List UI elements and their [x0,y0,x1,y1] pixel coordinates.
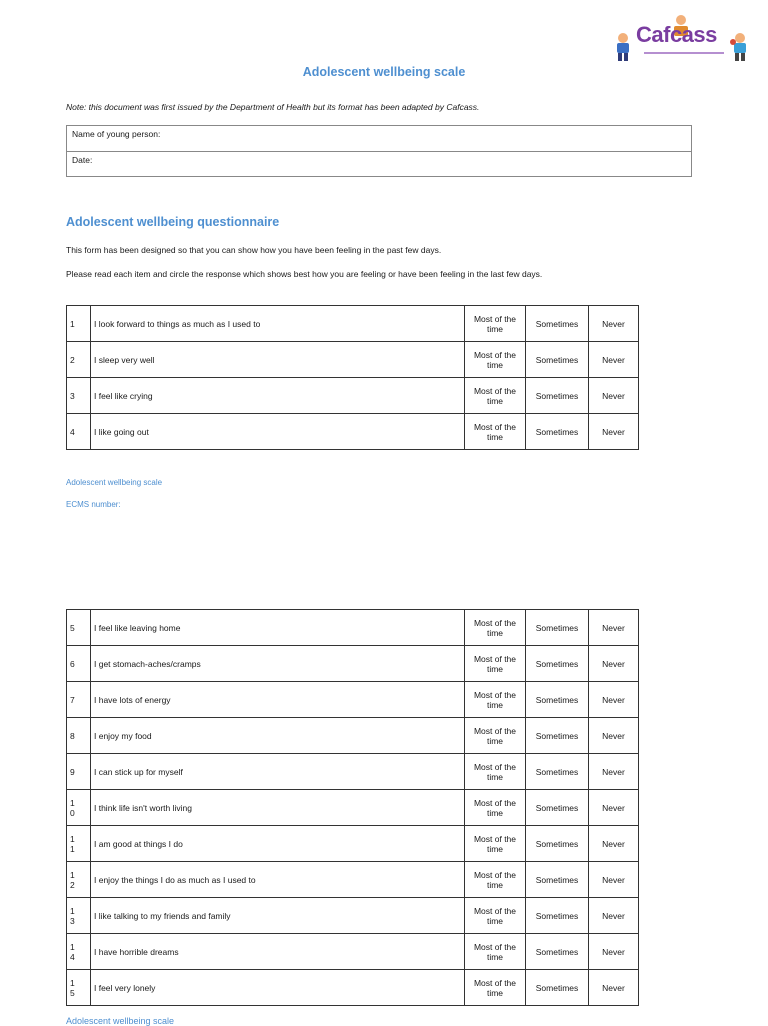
date-label: Date: [72,155,93,165]
response-most-of-the-time[interactable]: Most of the time [465,306,526,342]
response-never[interactable]: Never [589,862,639,898]
question-number: 1 [67,306,91,342]
response-never[interactable]: Never [589,790,639,826]
question-number: 1 0 [67,790,91,826]
date-field[interactable] [67,151,691,176]
response-sometimes[interactable]: Sometimes [526,898,589,934]
response-sometimes[interactable]: Sometimes [526,610,589,646]
question-text: I am good at things I do [91,826,465,862]
question-number: 3 [67,378,91,414]
child-figure-icon [614,32,632,62]
response-most-of-the-time[interactable]: Most of the time [465,682,526,718]
question-number: 8 [67,718,91,754]
question-text: I feel very lonely [91,970,465,1006]
response-most-of-the-time[interactable]: Most of the time [465,718,526,754]
response-most-of-the-time[interactable]: Most of the time [465,970,526,1006]
question-row [67,378,639,414]
response-most-of-the-time[interactable]: Most of the time [465,862,526,898]
response-most-of-the-time[interactable]: Most of the time [465,646,526,682]
footer-ecms-number: ECMS number: [66,500,121,509]
question-row [67,306,639,342]
question-row [67,754,639,790]
question-number: 6 [67,646,91,682]
question-row [67,934,639,970]
response-most-of-the-time[interactable]: Most of the time [465,898,526,934]
response-sometimes[interactable]: Sometimes [526,378,589,414]
question-text: I feel like leaving home [91,610,465,646]
response-never[interactable]: Never [589,342,639,378]
questionnaire-table-2 [66,609,639,1006]
child-with-ball-icon [730,32,750,62]
question-row [67,646,639,682]
question-text: I can stick up for myself [91,754,465,790]
response-most-of-the-time[interactable]: Most of the time [465,414,526,450]
cafcass-logo [612,14,752,64]
question-row [67,414,639,450]
next-page-footer: Adolescent wellbeing scale [66,1016,175,1026]
response-most-of-the-time[interactable]: Most of the time [465,342,526,378]
question-text: I have horrible dreams [91,934,465,970]
logo-tagline-mark [644,50,724,56]
response-never[interactable]: Never [589,414,639,450]
adaptation-note: Note: this document was first issued by the Department of Health but its format has been adapted by Cafcass. [66,102,480,112]
footer-doc-name: Adolescent wellbeing scale [66,478,163,487]
question-row [67,862,639,898]
response-sometimes[interactable]: Sometimes [526,718,589,754]
question-text: I look forward to things as much as I used to [91,306,465,342]
logo-wordmark: Cafcass [636,22,717,47]
question-text: I like talking to my friends and family [91,898,465,934]
question-row [67,790,639,826]
response-most-of-the-time[interactable]: Most of the time [465,934,526,970]
intro-text-2: Please read each item and circle the response which shows best how you are feeling or have been feeling in the last few days. [66,269,543,279]
question-row [67,342,639,378]
question-number: 9 [67,754,91,790]
question-row [67,718,639,754]
question-text: I like going out [91,414,465,450]
question-text: I think life isn't worth living [91,790,465,826]
details-box [66,125,692,177]
intro-text-1: This form has been designed so that you can show how you have been feeling in the past few days. [66,245,442,255]
question-text: I feel like crying [91,378,465,414]
response-never[interactable]: Never [589,898,639,934]
response-never[interactable]: Never [589,934,639,970]
question-number: 1 2 [67,862,91,898]
question-row [67,898,639,934]
response-sometimes[interactable]: Sometimes [526,754,589,790]
question-number: 7 [67,682,91,718]
response-sometimes[interactable]: Sometimes [526,790,589,826]
response-sometimes[interactable]: Sometimes [526,414,589,450]
questionnaire-table-1 [66,305,639,450]
response-most-of-the-time[interactable]: Most of the time [465,378,526,414]
question-text: I get stomach-aches/cramps [91,646,465,682]
question-row [67,826,639,862]
response-never[interactable]: Never [589,970,639,1006]
response-most-of-the-time[interactable]: Most of the time [465,826,526,862]
response-never[interactable]: Never [589,378,639,414]
question-text: I enjoy my food [91,718,465,754]
response-never[interactable]: Never [589,682,639,718]
response-never[interactable]: Never [589,826,639,862]
response-sometimes[interactable]: Sometimes [526,970,589,1006]
response-never[interactable]: Never [589,306,639,342]
response-never[interactable]: Never [589,646,639,682]
question-text: I sleep very well [91,342,465,378]
response-sometimes[interactable]: Sometimes [526,646,589,682]
questionnaire-heading: Adolescent wellbeing questionnaire [66,215,280,229]
question-row [67,970,639,1006]
response-most-of-the-time[interactable]: Most of the time [465,790,526,826]
question-row [67,682,639,718]
response-never[interactable]: Never [589,610,639,646]
response-sometimes[interactable]: Sometimes [526,342,589,378]
question-number: 1 4 [67,934,91,970]
question-row [67,610,639,646]
response-sometimes[interactable]: Sometimes [526,934,589,970]
response-sometimes[interactable]: Sometimes [526,682,589,718]
question-text: I have lots of energy [91,682,465,718]
response-sometimes[interactable]: Sometimes [526,306,589,342]
response-sometimes[interactable]: Sometimes [526,826,589,862]
name-label: Name of young person: [72,129,161,139]
response-sometimes[interactable]: Sometimes [526,862,589,898]
question-number: 1 3 [67,898,91,934]
question-text: I enjoy the things I do as much as I used to [91,862,465,898]
question-number: 1 1 [67,826,91,862]
response-most-of-the-time[interactable]: Most of the time [465,754,526,790]
response-most-of-the-time[interactable]: Most of the time [465,610,526,646]
question-number: 2 [67,342,91,378]
name-field[interactable] [67,126,691,151]
response-never[interactable]: Never [589,718,639,754]
question-number: 1 5 [67,970,91,1006]
page-title: Adolescent wellbeing scale [302,65,466,79]
question-number: 4 [67,414,91,450]
response-never[interactable]: Never [589,754,639,790]
question-number: 5 [67,610,91,646]
